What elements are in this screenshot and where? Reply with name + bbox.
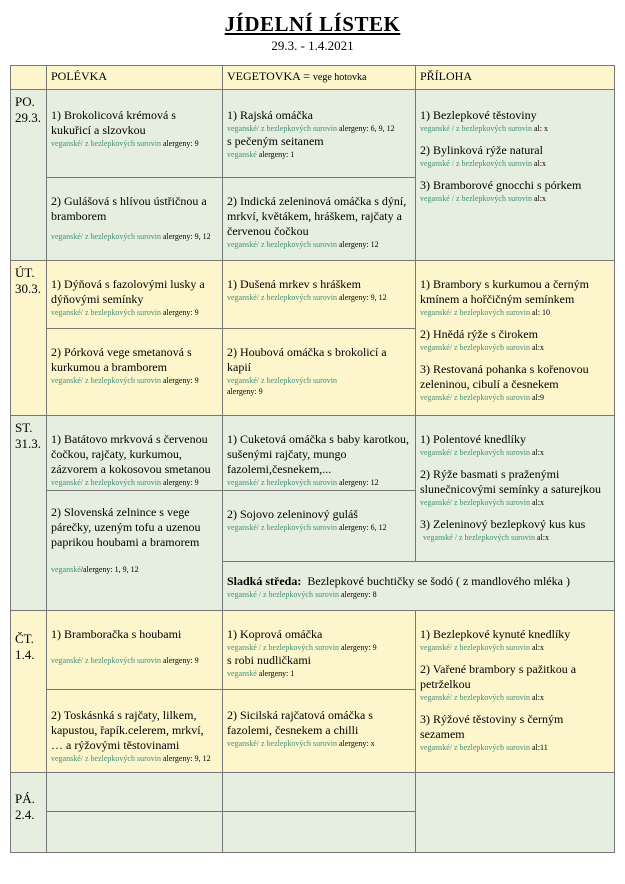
allergens-value: 6, 9, 12 bbox=[370, 124, 395, 133]
allergens-label: al: bbox=[531, 643, 540, 652]
allergens-value: 9, 12 bbox=[194, 232, 211, 241]
vegan-tag: veganské bbox=[227, 523, 257, 532]
allergens-value: 9 bbox=[194, 139, 199, 148]
vegan-tag: veganské bbox=[420, 194, 450, 203]
gluten-free-tag: z bezlepkových surovin bbox=[261, 478, 337, 487]
gluten-free-tag: z bezlepkových surovin bbox=[454, 643, 530, 652]
dish-name: 1) Koprová omáčka bbox=[227, 627, 323, 641]
column-header-soup-label: POLÉVKA bbox=[51, 69, 107, 83]
dish-meta: veganské / z bezlepkových surovin al:x bbox=[420, 194, 546, 203]
allergens-label: alergeny: bbox=[162, 376, 193, 385]
dish-name: 2) Sojovo zeleninový guláš bbox=[227, 507, 358, 521]
thursday-veg-1 bbox=[222, 610, 416, 690]
dish-meta: veganské/ z bezlepkových surovin alergeny: 9, 12 bbox=[227, 293, 387, 302]
allergens-value: x bbox=[370, 739, 375, 748]
tuesday-soup-2 bbox=[46, 328, 223, 416]
allergens-label: alergeny: bbox=[83, 565, 113, 574]
allergens-label: alergeny: bbox=[338, 240, 369, 249]
gluten-free-tag: z bezlepkových surovin bbox=[261, 739, 337, 748]
wednesday-veg-1 bbox=[222, 415, 416, 491]
gluten-free-tag: z bezlepkových surovin bbox=[454, 308, 530, 317]
allergens-label: alergeny: bbox=[162, 656, 193, 665]
wednesday-sweet bbox=[222, 561, 615, 611]
gluten-free-tag: z bezlepkových surovin bbox=[85, 376, 161, 385]
dish-meta: veganské/ z bezlepkových surovin al:x bbox=[420, 498, 544, 507]
dish-meta-allergens bbox=[227, 386, 411, 397]
monday-soup-2 bbox=[46, 177, 223, 261]
dish-name: 2) Pórková vege smetanová s kurkumou a bramborem bbox=[51, 345, 192, 374]
allergens-value: 9 bbox=[194, 376, 199, 385]
friday-soup-1 bbox=[46, 772, 223, 812]
gluten-free-tag: z bezlepkových surovin bbox=[454, 693, 530, 702]
allergens-value: x bbox=[539, 643, 544, 652]
day-date: 1.4. bbox=[15, 647, 35, 662]
dish-name: 2) Hnědá rýže s čirokem bbox=[420, 327, 538, 341]
dish-meta: veganské/ z bezlepkových surovin al:9 bbox=[420, 393, 544, 402]
dish-name: 1) Bramboračka s houbami bbox=[51, 627, 182, 641]
dish-meta: veganské/alergeny: 1, 9, 12 bbox=[51, 565, 139, 574]
vegan-tag: veganské bbox=[51, 565, 81, 574]
allergens-label: al: bbox=[536, 533, 545, 542]
day-date: 29.3. bbox=[15, 110, 41, 125]
tuesday-soup-1 bbox=[46, 260, 223, 329]
dish-name: 3) Rýžové těstoviny s černým sezamem bbox=[420, 712, 564, 741]
dish-name: 1) Polentové knedlíky bbox=[420, 432, 526, 446]
dish-name: 1) Dýňová s fazolovými lusky a dýňovými semínky bbox=[51, 277, 205, 306]
dish-name: 1) Bezlepkové těstoviny bbox=[420, 108, 537, 122]
allergens-value: 9 bbox=[194, 478, 199, 487]
vegan-tag: veganské bbox=[227, 240, 257, 249]
corner-header bbox=[10, 65, 47, 90]
vegan-tag: veganské bbox=[227, 739, 257, 748]
dish-name: 3) Restovaná pohanka s kořenovou zeleninou, cibulí a česnekem bbox=[420, 362, 589, 391]
date-range: 29.3. - 1.4.2021 bbox=[271, 38, 354, 53]
allergens-label: alergeny: bbox=[340, 590, 371, 599]
vegan-tag: veganské bbox=[420, 643, 450, 652]
allergens-value: x bbox=[539, 693, 544, 702]
gluten-free-tag: z bezlepkových surovin bbox=[85, 656, 161, 665]
vegan-tag: veganské bbox=[227, 478, 257, 487]
allergens-value: 12 bbox=[370, 240, 379, 249]
allergens-value: 9 bbox=[539, 393, 544, 402]
gluten-free-tag: z bezlepkových surovin bbox=[261, 124, 337, 133]
vegan-tag: veganské bbox=[420, 393, 450, 402]
gluten-free-tag: z bezlepkových surovin bbox=[261, 376, 337, 385]
gluten-free-tag: z bezlepkových surovin bbox=[85, 232, 161, 241]
side-item bbox=[420, 277, 610, 318]
dish-extra: s pečeným seitanem bbox=[227, 134, 324, 148]
allergens-value: 9 bbox=[372, 643, 377, 652]
column-header-veg-label: VEGETOVKA = bbox=[227, 69, 310, 83]
dish-extra-meta bbox=[227, 149, 411, 160]
dish-name: 2) Gulášová s hlívou ústřičnou a bramborem bbox=[51, 194, 207, 223]
allergens-value: 11 bbox=[539, 743, 548, 752]
day-label-thursday bbox=[10, 610, 47, 773]
day-name: ČT. bbox=[15, 631, 34, 646]
day-label-wednesday bbox=[10, 415, 47, 611]
dish-meta: veganské/ z bezlepkových surovin alergeny: 9, 12 bbox=[51, 754, 211, 763]
vegan-tag: veganské bbox=[420, 343, 450, 352]
gluten-free-tag: z bezlepkových surovin bbox=[454, 498, 530, 507]
monday-veg-1 bbox=[222, 89, 416, 178]
monday-veg-2 bbox=[222, 177, 416, 261]
gluten-free-tag: z bezlepkových surovin bbox=[459, 533, 535, 542]
sweet-line: Sladká středa: Bezlepkové buchtičky se šodó ( z mandlového mléka ) bbox=[227, 574, 570, 588]
vegan-tag: veganské bbox=[420, 308, 450, 317]
vegan-tag: veganské bbox=[420, 693, 450, 702]
allergens-value: 9 bbox=[258, 387, 263, 396]
gluten-free-tag: z bezlepkových surovin bbox=[456, 194, 532, 203]
allergens-value: 9 bbox=[194, 656, 199, 665]
tuesday-veg-2 bbox=[222, 328, 416, 416]
side-item bbox=[420, 662, 610, 703]
allergens-value: 10 bbox=[541, 308, 550, 317]
column-header-soup bbox=[46, 65, 223, 90]
day-date: 30.3. bbox=[15, 281, 41, 296]
dish-name: 1) Batátovo mrkvová s červenou čočkou, rajčaty, kurkumou, zázvorem a kokosovou smetanou bbox=[51, 432, 211, 476]
dish-extra: s robi nudličkami bbox=[227, 653, 311, 667]
gluten-free-tag: z bezlepkových surovin bbox=[456, 124, 532, 133]
allergens-value: x bbox=[539, 448, 544, 457]
friday-sides bbox=[415, 772, 615, 853]
monday-sides bbox=[415, 89, 615, 261]
side-item bbox=[420, 432, 610, 458]
allergens-label: al: bbox=[531, 498, 540, 507]
allergens-value: 6, 12 bbox=[370, 523, 387, 532]
allergens-label: alergeny: bbox=[258, 669, 289, 678]
day-date: 31.3. bbox=[15, 436, 41, 451]
allergens-label: alergeny: bbox=[258, 150, 289, 159]
allergens-label: alergeny: bbox=[162, 232, 193, 241]
allergens-value: x bbox=[544, 533, 549, 542]
gluten-free-tag: z bezlepkových surovin bbox=[454, 393, 530, 402]
allergens-value: 9, 12 bbox=[370, 293, 387, 302]
vegan-tag: veganské bbox=[227, 150, 257, 159]
column-header-side-label: PŘÍLOHA bbox=[420, 69, 473, 83]
allergens-label: al: bbox=[531, 393, 540, 402]
day-label-friday bbox=[10, 772, 47, 853]
side-item bbox=[420, 467, 610, 508]
allergens-label: alergeny: bbox=[162, 139, 193, 148]
thursday-soup-1 bbox=[46, 610, 223, 690]
page-title: JÍDELNÍ LÍSTEK bbox=[224, 12, 401, 36]
thursday-soup-2 bbox=[46, 689, 223, 773]
allergens-value: 1 bbox=[290, 150, 295, 159]
friday-veg-1 bbox=[222, 772, 416, 812]
dish-name: 2) Houbová omáčka s brokolicí a kapií bbox=[227, 345, 387, 374]
dish-name: 2) Bylinková rýže natural bbox=[420, 143, 543, 157]
allergens-value: x bbox=[539, 343, 544, 352]
allergens-label: alergeny: bbox=[338, 523, 369, 532]
gluten-free-tag: z bezlepkových surovin bbox=[85, 308, 161, 317]
dish-meta: veganské/ z bezlepkových surovin alergeny: 9, 12 bbox=[51, 232, 211, 241]
dish-meta: veganské/ z bezlepkových surovin alergeny: 6, 12 bbox=[227, 523, 387, 532]
thursday-sides bbox=[415, 610, 615, 773]
gluten-free-tag: z bezlepkových surovin bbox=[454, 343, 530, 352]
wednesday-soup-1 bbox=[46, 415, 223, 491]
tuesday-sides bbox=[415, 260, 615, 416]
side-item bbox=[420, 178, 610, 204]
dish-name: Bezlepkové buchtičky se šodó ( z mandlového mléka ) bbox=[307, 574, 570, 588]
vegan-tag: veganské bbox=[227, 590, 257, 599]
gluten-free-tag: z bezlepkových surovin bbox=[263, 590, 339, 599]
dish-meta: veganské/ z bezlepkových surovin alergeny: 12 bbox=[227, 240, 379, 249]
allergens-label: al: bbox=[533, 194, 542, 203]
gluten-free-tag: z bezlepkových surovin bbox=[85, 478, 161, 487]
allergens-label: al: bbox=[533, 124, 542, 133]
day-name: PÁ. bbox=[15, 791, 35, 806]
column-header-veg bbox=[222, 65, 416, 90]
vegan-tag: veganské bbox=[51, 376, 81, 385]
dish-meta: veganské/ z bezlepkových surovin alergeny: 6, 9, 12 bbox=[227, 124, 395, 133]
dish-meta: veganské/ z bezlepkových surovin al:x bbox=[420, 643, 544, 652]
vegan-tag: veganské bbox=[227, 643, 257, 652]
dish-name: 1) Dušená mrkev s hráškem bbox=[227, 277, 361, 291]
dish-name: 2) Slovenská zelnince s vege párečky, uzeným tofu a uzenou paprikou houbami a bramorem bbox=[51, 505, 201, 549]
dish-meta: veganské/ z bezlepkových surovin al:11 bbox=[420, 743, 548, 752]
vegan-tag: veganské bbox=[420, 448, 450, 457]
day-name: PO. bbox=[15, 94, 35, 109]
dish-meta: veganské/ z bezlepkových surovin alergeny: 9 bbox=[51, 308, 199, 317]
side-item bbox=[420, 143, 610, 169]
dish-meta: veganské/ z bezlepkových surovin alergeny: 9 bbox=[51, 139, 199, 148]
dish-name: 2) Indická zeleninová omáčka s dýní, mrkví, květákem, hráškem, rajčaty a červenou čočkou bbox=[227, 194, 407, 238]
sweet-label: Sladká středa bbox=[227, 574, 298, 588]
side-item bbox=[420, 327, 610, 353]
allergens-value: x bbox=[543, 124, 548, 133]
allergens-value: 9 bbox=[194, 308, 199, 317]
vegan-tag: veganské bbox=[227, 293, 257, 302]
dish-meta: veganské/ z bezlepkových surovin al:x bbox=[420, 343, 544, 352]
allergens-label: alergeny: bbox=[340, 643, 371, 652]
allergens-value: x bbox=[541, 159, 546, 168]
allergens-label: alergeny: bbox=[338, 739, 369, 748]
allergens-label: alergeny: bbox=[338, 478, 369, 487]
wednesday-veg-2 bbox=[222, 490, 416, 562]
dish-name: 2) Vařené brambory s pažitkou a petrželkou bbox=[420, 662, 577, 691]
vegan-tag: veganské bbox=[227, 376, 257, 385]
gluten-free-tag: z bezlepkových surovin bbox=[454, 743, 530, 752]
allergens-label: alergeny: bbox=[338, 124, 369, 133]
gluten-free-tag: z bezlepkových surovin bbox=[85, 754, 161, 763]
dish-meta: veganské / z bezlepkových surovin alergeny: 8 bbox=[227, 590, 377, 599]
wednesday-sides bbox=[415, 415, 615, 562]
dish-meta: veganské/ z bezlepkových surovin alergeny: x bbox=[227, 739, 375, 748]
vegan-tag: veganské bbox=[51, 308, 81, 317]
allergens-value: 9, 12 bbox=[194, 754, 211, 763]
allergens-label: al: bbox=[533, 159, 542, 168]
dish-meta: veganské/ z bezlepkových surovin alergeny: 9 bbox=[51, 656, 199, 665]
gluten-free-tag: z bezlepkových surovin bbox=[454, 448, 530, 457]
dish-extra-meta bbox=[227, 668, 411, 679]
vegan-tag: veganské bbox=[227, 669, 257, 678]
allergens-value: 12 bbox=[370, 478, 379, 487]
dish-name: 2) Rýže basmati s praženými slunečnicovými semínky a saturejkou bbox=[420, 467, 601, 496]
side-item bbox=[420, 517, 610, 543]
allergens-label: al: bbox=[531, 308, 540, 317]
dish-name: 3) Zeleninový bezlepkový kus kus bbox=[420, 517, 586, 531]
allergens-label: al: bbox=[531, 343, 540, 352]
dish-name: 3) Bramborové gnocchi s pórkem bbox=[420, 178, 582, 192]
dish-meta: veganské/ z bezlepkových surovin al:x bbox=[420, 448, 544, 457]
dish-meta: veganské / z bezlepkových surovin al:x bbox=[423, 533, 549, 542]
vegan-tag: veganské bbox=[420, 743, 450, 752]
dish-name: 2) Toskásnká s rajčaty, lilkem, kapustou, řapík.celerem, mrkví, … a rýžovými těstovinami bbox=[51, 708, 204, 752]
friday-soup-2 bbox=[46, 811, 223, 853]
day-date: 2.4. bbox=[15, 807, 35, 822]
dish-meta: veganské / z bezlepkových surovin al: x bbox=[420, 124, 548, 133]
dish-meta: veganské / z bezlepkových surovin alergeny: 9 bbox=[227, 643, 377, 652]
allergens-label: alergeny: bbox=[162, 478, 193, 487]
allergens-label: alergeny: bbox=[162, 308, 193, 317]
allergens-value: x bbox=[539, 498, 544, 507]
day-name: ÚT. bbox=[15, 265, 35, 280]
gluten-free-tag: z bezlepkových surovin bbox=[261, 523, 337, 532]
day-label-monday bbox=[10, 89, 47, 261]
allergens-value: 8 bbox=[372, 590, 377, 599]
column-header-side bbox=[415, 65, 615, 90]
vegan-tag: veganské bbox=[51, 754, 81, 763]
side-item bbox=[420, 712, 610, 753]
side-item bbox=[420, 108, 610, 134]
dish-meta: veganské/ z bezlepkových surovin bbox=[227, 376, 337, 385]
dish-meta: veganské/ z bezlepkových surovin alergeny: 9 bbox=[51, 376, 199, 385]
friday-veg-2 bbox=[222, 811, 416, 853]
wednesday-soup-2 bbox=[46, 490, 223, 611]
vegan-tag: veganské bbox=[420, 159, 450, 168]
gluten-free-tag: z bezlepkových surovin bbox=[261, 293, 337, 302]
vegan-tag: veganské bbox=[51, 478, 81, 487]
dish-meta: veganské/ z bezlepkových surovin alergeny: 9 bbox=[51, 478, 199, 487]
vegan-tag: veganské bbox=[420, 498, 450, 507]
monday-soup-1 bbox=[46, 89, 223, 178]
dish-meta: veganské/ z bezlepkových surovin alergeny: 12 bbox=[227, 478, 379, 487]
allergens-value: x bbox=[541, 194, 546, 203]
gluten-free-tag: z bezlepkových surovin bbox=[85, 139, 161, 148]
side-item bbox=[420, 362, 610, 403]
dish-name: 1) Brambory s kurkumou a černým kmínem a hořčičným semínkem bbox=[420, 277, 589, 306]
vegan-tag: veganské bbox=[51, 232, 81, 241]
column-header-veg-note: vege hotovka bbox=[312, 72, 367, 83]
gluten-free-tag: z bezlepkových surovin bbox=[263, 643, 339, 652]
vegan-tag: veganské bbox=[51, 139, 81, 148]
allergens-label: al: bbox=[531, 448, 540, 457]
dish-name: 1) Bezlepkové kynuté knedlíky bbox=[420, 627, 571, 641]
vegan-tag: veganské bbox=[51, 656, 81, 665]
allergens-value: 1 bbox=[290, 669, 295, 678]
allergens-value: 1, 9, 12 bbox=[114, 565, 139, 574]
vegan-tag: veganské bbox=[227, 124, 257, 133]
dish-meta: veganské/ z bezlepkových surovin al:x bbox=[420, 693, 544, 702]
gluten-free-tag: z bezlepkových surovin bbox=[261, 240, 337, 249]
side-item bbox=[420, 627, 610, 653]
thursday-veg-2 bbox=[222, 689, 416, 773]
dish-name: 1) Cuketová omáčka s baby karotkou, sušenými rajčaty, mungo fazolemi,česnekem,... bbox=[227, 432, 409, 476]
dish-name: 1) Brokolicová krémová s kukuřicí a slzovkou bbox=[51, 108, 176, 137]
dish-meta: veganské / z bezlepkových surovin al:x bbox=[420, 159, 546, 168]
allergens-label: alergeny: bbox=[162, 754, 193, 763]
vegan-tag: veganské bbox=[420, 124, 450, 133]
day-name: ST. bbox=[15, 420, 33, 435]
dish-meta: veganské/ z bezlepkových surovin al: 10 bbox=[420, 308, 550, 317]
dish-name: 2) Sicilská rajčatová omáčka s fazolemi, česnekem a chilli bbox=[227, 708, 373, 737]
vegan-tag: veganské bbox=[423, 533, 453, 542]
allergens-label: al: bbox=[531, 743, 540, 752]
day-label-tuesday bbox=[10, 260, 47, 416]
dish-name: 1) Rajská omáčka bbox=[227, 108, 313, 122]
allergens-label: al: bbox=[531, 693, 540, 702]
tuesday-veg-1 bbox=[222, 260, 416, 329]
gluten-free-tag: z bezlepkových surovin bbox=[456, 159, 532, 168]
allergens-label: alergeny: bbox=[227, 387, 257, 396]
allergens-label: alergeny: bbox=[338, 293, 369, 302]
